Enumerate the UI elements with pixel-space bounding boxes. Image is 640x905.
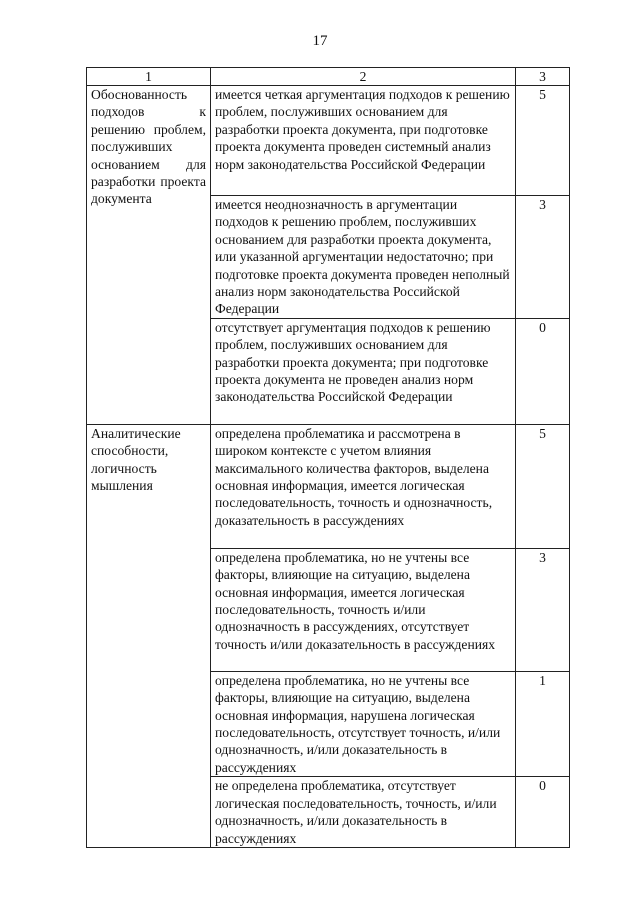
column-header-2: 2	[211, 68, 516, 86]
description-cell: не определена проблематика, отсутствует логическая последовательность, точность, и/или однозначность, и/или доказательность в рассуждениях	[211, 777, 516, 848]
score-cell: 0	[516, 777, 570, 848]
column-header-1: 1	[87, 68, 211, 86]
score-cell: 5	[516, 86, 570, 196]
column-header-3: 3	[516, 68, 570, 86]
table-header-row	[87, 68, 570, 86]
table-row	[87, 424, 570, 548]
description-cell: определена проблематика, но не учтены все факторы, влияющие на ситуацию, выделена основная информация, имеется логическая последовательность, точность и/или однозначность в рассуждениях, отсутствует точность и/или доказательность в рассуждениях	[211, 548, 516, 671]
evaluation-criteria-table	[86, 67, 570, 848]
description-cell: отсутствует аргументация подходов к решению проблем, послуживших основанием для разработки проекта документа; при подготовке проекта документа не проведен анализ норм законодательства Российской Федерации	[211, 318, 516, 424]
table-row	[87, 86, 570, 196]
criterion-cell: Обоснованность подходов к решению проблем, послуживших основанием для разработки проекта документа	[87, 86, 211, 425]
description-cell: определена проблематика, но не учтены все факторы, влияющие на ситуацию, выделена основная информация, нарушена логическая последовательность, отсутствует точность, и/или однозначность, и/или доказательность в рассуждениях	[211, 671, 516, 776]
page-number: 17	[312, 33, 328, 49]
score-cell: 3	[516, 196, 570, 319]
score-cell: 3	[516, 548, 570, 671]
score-cell: 5	[516, 424, 570, 548]
score-cell: 1	[516, 671, 570, 776]
criterion-cell: Аналитические способности, логичность мышления	[87, 424, 211, 847]
score-cell: 0	[516, 318, 570, 424]
description-cell: определена проблематика и рассмотрена в широком контексте с учетом влияния максимального количества факторов, выделена основная информация, имеется логическая последовательность, точность и однозначность, доказательность в рассуждениях	[211, 424, 516, 548]
description-cell: имеется неоднозначность в аргументации подходов к решению проблем, послуживших основанием для разработки проекта документа, или указанной аргументации недостаточно; при подготовке проекта документа проведен неполный анализ норм законодательства Российской Федерации	[211, 196, 516, 319]
description-cell: имеется четкая аргументация подходов к решению проблем, послуживших основанием для разработки проекта документа, при подготовке проекта документа проведен системный анализ норм законодательства Российской Федерации	[211, 86, 516, 196]
